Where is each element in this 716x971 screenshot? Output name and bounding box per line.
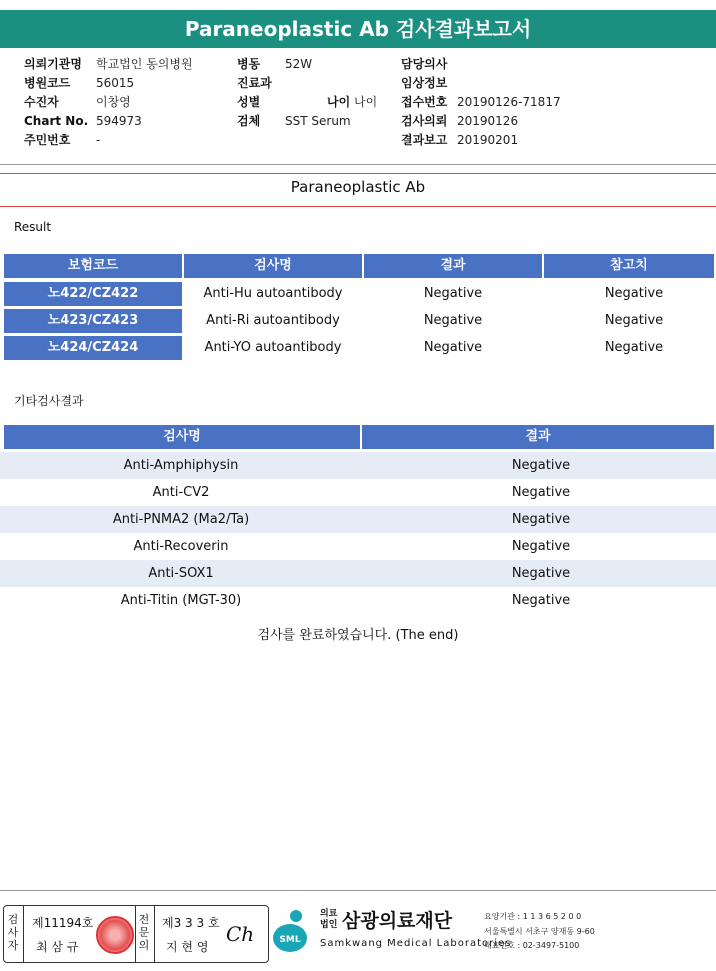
table1-code-cell: 노422/CZ422 xyxy=(4,282,182,306)
examiner-label: 검사자 xyxy=(7,913,19,952)
specialist-signature: Ch xyxy=(226,922,255,946)
table-row xyxy=(0,560,716,587)
examiner-seal xyxy=(96,916,134,954)
table2-name-cell: Anti-Recoverin xyxy=(133,539,229,554)
table2-name-cell: Anti-CV2 xyxy=(152,485,210,500)
table2-name-cell: Anti-Amphiphysin xyxy=(123,458,239,473)
meta-val-chart-no: 594973 xyxy=(96,114,142,128)
end-note: 검사를 완료하였습니다. (The end) xyxy=(257,628,459,643)
meta-col-1 xyxy=(24,55,193,150)
meta-key-specimen: 검체 xyxy=(237,114,261,128)
table2-name-cell: Anti-PNMA2 (Ma2/Ta) xyxy=(112,512,250,527)
table1-header-result: 결과 xyxy=(364,254,542,278)
sml-logo-icon xyxy=(272,908,312,954)
meta-val-request-date: 20190126 xyxy=(457,114,519,128)
table1-header-name: 검사명 xyxy=(184,254,362,278)
section-title: Paraneoplastic Ab xyxy=(290,178,426,196)
signature-box xyxy=(3,905,269,963)
table2-name-cell: Anti-Titin (MGT-30) xyxy=(120,593,242,608)
meta-val-ward: 52W xyxy=(285,57,313,71)
table1-result-cell: Negative xyxy=(423,340,483,355)
meta-key-doctor: 담당의사 xyxy=(401,57,448,71)
specialist-license-no: 제3 3 3 호 xyxy=(162,916,220,930)
divider-top xyxy=(0,164,716,165)
table2-name-cell: Anti-SOX1 xyxy=(148,566,214,581)
meta-val-specimen: SST Serum xyxy=(285,114,351,128)
specialist-label: 전문의 xyxy=(138,913,150,952)
table1-name-cell: Anti-Ri autoantibody xyxy=(206,313,340,328)
meta-key-department: 진료과 xyxy=(237,76,272,90)
table1-name-cell: Anti-Hu autoantibody xyxy=(203,286,343,301)
report-title: Paraneoplastic Ab 검사결과보고서 xyxy=(0,10,716,48)
contact-address: 서울특별시 서초구 양재동 9-60 xyxy=(484,927,595,936)
meta-val-age: 나이 xyxy=(354,95,378,109)
table1-result-cell: Negative xyxy=(423,286,483,301)
table2-result-cell: Negative xyxy=(511,512,571,527)
table2-result-cell: Negative xyxy=(511,458,571,473)
logo-text: SML xyxy=(279,935,301,945)
meta-key-patient: 수진자 xyxy=(24,95,59,109)
meta-col-2 xyxy=(237,55,377,131)
table1-header-ref: 참고치 xyxy=(544,254,714,278)
table-row xyxy=(0,587,716,614)
meta-key-ward: 병동 xyxy=(237,57,261,71)
table1-code-cell: 노424/CZ424 xyxy=(4,336,182,360)
examiner-license-no: 제11194호 xyxy=(32,916,94,930)
meta-key-hospital-code: 병원코드 xyxy=(24,76,71,90)
contact-phone: 대표번호 : 02-3497-5100 xyxy=(484,941,580,950)
examiner-name: 최 삼 규 xyxy=(36,940,79,954)
meta-key-chart-no: Chart No. xyxy=(24,114,89,128)
brand-name: 삼광의료재단 xyxy=(342,910,453,932)
meta-key-institution: 의뢰기관명 xyxy=(24,57,82,71)
contact-code: 요양기관 : 1 1 3 6 5 2 0 0 xyxy=(484,912,582,921)
table-row xyxy=(0,506,716,533)
table-row xyxy=(0,479,716,506)
divider-red-1 xyxy=(0,173,716,174)
table1-code-cell: 노423/CZ423 xyxy=(4,309,182,333)
table1-header-code: 보험코드 xyxy=(4,254,182,278)
table2-header-result: 결과 xyxy=(362,425,714,449)
other-results-label: 기타검사결과 xyxy=(14,394,84,408)
meta-val-report-date: 20190201 xyxy=(457,133,519,147)
meta-key-request-date: 검사의뢰 xyxy=(401,114,448,128)
table1-name-cell: Anti-YO autoantibody xyxy=(204,340,342,355)
meta-val-receipt-no: 20190126-71817 xyxy=(457,95,561,109)
meta-key-receipt-no: 접수번호 xyxy=(401,95,448,109)
table2-header-name: 검사명 xyxy=(4,425,360,449)
table1-ref-cell: Negative xyxy=(604,286,664,301)
table1-result-cell: Negative xyxy=(423,313,483,328)
result-label: Result xyxy=(14,220,52,234)
meta-val-resident-no: - xyxy=(96,133,101,147)
divider-bottom xyxy=(0,890,716,891)
table-row xyxy=(0,533,716,560)
table2-result-cell: Negative xyxy=(511,566,571,581)
meta-key-resident-no: 주민번호 xyxy=(24,133,71,147)
table-row xyxy=(0,452,716,479)
meta-col-3 xyxy=(401,55,561,150)
divider xyxy=(23,906,24,962)
meta-key-sex: 성별 xyxy=(237,95,261,109)
meta-val-hospital-code: 56015 xyxy=(96,76,135,90)
table1-ref-cell: Negative xyxy=(604,313,664,328)
table2-result-cell: Negative xyxy=(511,593,571,608)
table2-result-cell: Negative xyxy=(511,485,571,500)
specialist-name: 지 현 영 xyxy=(166,940,209,954)
meta-key-clinical-info: 임상정보 xyxy=(401,76,448,90)
brand-prefix: 의료법인 xyxy=(320,909,338,930)
meta-key-report-date: 결과보고 xyxy=(401,133,448,147)
meta-val-institution: 학교법인 동의병원 xyxy=(96,57,193,71)
divider xyxy=(135,906,136,962)
brand-english: Samkwang Medical Laboratories xyxy=(320,938,512,949)
meta-key-age: 나이 xyxy=(327,95,351,109)
meta-val-patient: 이창영 xyxy=(96,95,131,109)
divider-red-2 xyxy=(0,206,716,207)
divider xyxy=(154,906,155,962)
table2-result-cell: Negative xyxy=(511,539,571,554)
table1-ref-cell: Negative xyxy=(604,340,664,355)
